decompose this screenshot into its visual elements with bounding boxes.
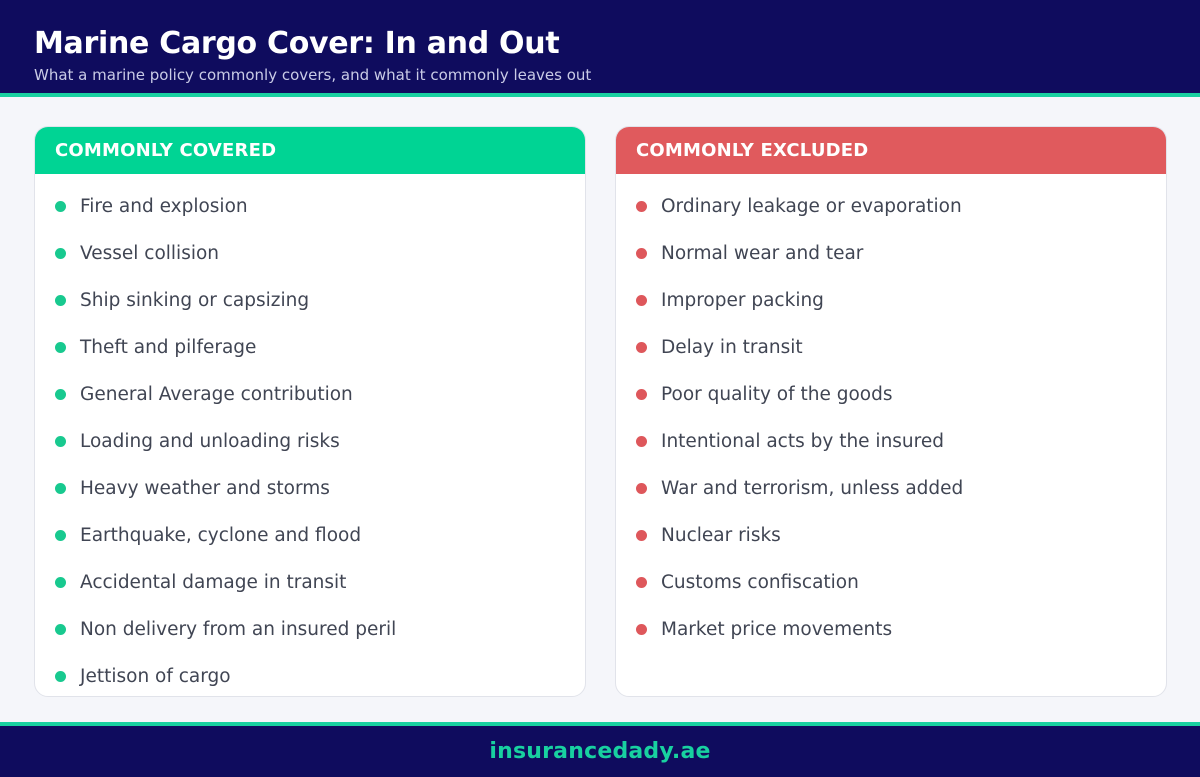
covered-item-label: Non delivery from an insured peril xyxy=(80,619,397,640)
excluded-item xyxy=(616,230,1166,277)
page-title: Marine Cargo Cover: In and Out xyxy=(34,26,560,61)
excluded-item-label: War and terrorism, unless added xyxy=(661,478,964,499)
footer-banner xyxy=(0,726,1200,777)
bullet-dot-icon xyxy=(636,201,647,212)
bullet-dot-icon xyxy=(636,342,647,353)
footer-website: insurancedady.ae xyxy=(489,739,711,764)
header-divider xyxy=(0,93,1200,97)
excluded-item-label: Improper packing xyxy=(661,290,824,311)
covered-item-label: Fire and explosion xyxy=(80,196,248,217)
covered-item xyxy=(35,559,585,606)
covered-item xyxy=(35,512,585,559)
covered-item xyxy=(35,465,585,512)
bullet-dot-icon xyxy=(55,201,66,212)
bullet-dot-icon xyxy=(636,295,647,306)
excluded-item xyxy=(616,277,1166,324)
excluded-item-label: Ordinary leakage or evaporation xyxy=(661,196,962,217)
excluded-item xyxy=(616,371,1166,418)
covered-item xyxy=(35,183,585,230)
covered-item-label: Loading and unloading risks xyxy=(80,431,340,452)
covered-item-label: Ship sinking or capsizing xyxy=(80,290,310,311)
covered-item xyxy=(35,277,585,324)
bullet-dot-icon xyxy=(55,671,66,682)
covered-item xyxy=(35,324,585,371)
covered-item-label: Heavy weather and storms xyxy=(80,478,330,499)
excluded-item-label: Normal wear and tear xyxy=(661,243,864,264)
bullet-dot-icon xyxy=(636,483,647,494)
covered-item xyxy=(35,418,585,465)
excluded-item-label: Intentional acts by the insured xyxy=(661,431,944,452)
covered-item xyxy=(35,606,585,653)
bullet-dot-icon xyxy=(55,436,66,447)
bullet-dot-icon xyxy=(55,624,66,635)
covered-item-label: Earthquake, cyclone and flood xyxy=(80,525,362,546)
bullet-dot-icon xyxy=(636,389,647,400)
page-subtitle: What a marine policy commonly covers, and what it commonly leaves out xyxy=(34,66,592,84)
covered-list xyxy=(35,174,585,697)
bullet-dot-icon xyxy=(636,577,647,588)
bullet-dot-icon xyxy=(55,342,66,353)
excluded-item xyxy=(616,183,1166,230)
excluded-item xyxy=(616,606,1166,653)
bullet-dot-icon xyxy=(636,530,647,541)
excluded-item-label: Market price movements xyxy=(661,619,893,640)
covered-item-label: Theft and pilferage xyxy=(80,337,257,358)
excluded-panel xyxy=(615,126,1167,697)
bullet-dot-icon xyxy=(55,577,66,588)
bullet-dot-icon xyxy=(55,530,66,541)
covered-item xyxy=(35,653,585,697)
covered-item-label: Jettison of cargo xyxy=(80,666,231,687)
bullet-dot-icon xyxy=(636,436,647,447)
excluded-item xyxy=(616,324,1166,371)
excluded-item xyxy=(616,559,1166,606)
excluded-item-label: Poor quality of the goods xyxy=(661,384,893,405)
excluded-item xyxy=(616,512,1166,559)
excluded-heading: COMMONLY EXCLUDED xyxy=(616,127,1166,174)
excluded-item-label: Nuclear risks xyxy=(661,525,781,546)
bullet-dot-icon xyxy=(55,389,66,400)
covered-item-label: Accidental damage in transit xyxy=(80,572,347,593)
covered-panel xyxy=(34,126,586,697)
bullet-dot-icon xyxy=(55,483,66,494)
covered-item xyxy=(35,371,585,418)
bullet-dot-icon xyxy=(636,248,647,259)
excluded-item xyxy=(616,465,1166,512)
bullet-dot-icon xyxy=(55,295,66,306)
bullet-dot-icon xyxy=(636,624,647,635)
covered-item xyxy=(35,230,585,277)
excluded-item-label: Delay in transit xyxy=(661,337,803,358)
covered-item-label: General Average contribution xyxy=(80,384,353,405)
excluded-item xyxy=(616,418,1166,465)
covered-item-label: Vessel collision xyxy=(80,243,220,264)
header-banner xyxy=(0,0,1200,93)
excluded-list xyxy=(616,174,1166,653)
bullet-dot-icon xyxy=(55,248,66,259)
covered-heading: COMMONLY COVERED xyxy=(35,127,585,174)
excluded-item-label: Customs confiscation xyxy=(661,572,859,593)
